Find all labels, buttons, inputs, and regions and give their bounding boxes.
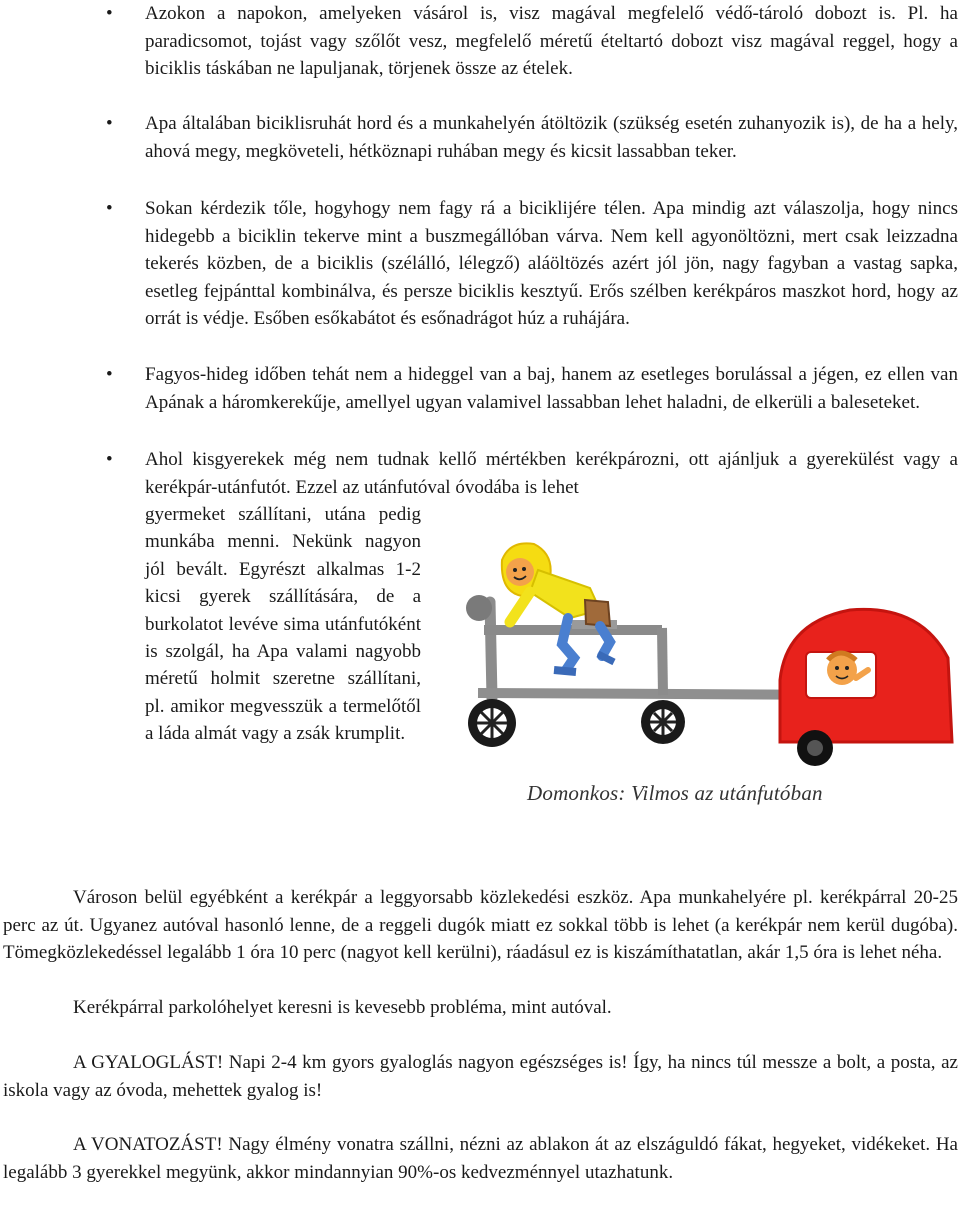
bullet-marker: •	[106, 449, 113, 470]
trailer-wheel	[797, 730, 833, 766]
bullet-marker: •	[106, 198, 113, 219]
bullet-item-lunchbox: Azokon a napokon, amelyeken vásárol is, visz magával megfelelő védő-tároló dobozt is. Pl. ha paradicsomot, tojást vagy szőlőt vesz, megfelelő méretű ételtartó dobozt visz magával reggel, hogy a biciklis táskában ne lapuljanak, törjenek össze az ételek.	[145, 3, 958, 79]
paragraph-city-commute: Városon belül egyébként a kerékpár a leggyorsabb közlekedési eszköz. Apa munkahelyére pl. kerékpárral 20-25 perc az út. Ugyanez autóval hasonló lenne, de a reggeli dugók miatt ez sokkal több is lehet (a kerékpár nem kerül dugóba). Tömegközlekedéssel legalább 1 óra 10 perc (nagyot kell kerülni), ráadásul ez is kiszámíthatatlan, akár 1,5 óra is lehet néha.	[3, 887, 958, 963]
bullet-marker: •	[106, 3, 113, 24]
child-drawing-bike-trailer	[450, 530, 955, 780]
paragraph-walking: A GYALOGLÁST! Napi 2-4 km gyors gyaloglás nagyon egészséges is! Így, ha nincs túl messze a bolt, a posta, az iskola vagy az óvoda, mehettek gyalog is!	[3, 1052, 958, 1101]
bullet-item-winter: Sokan kérdezik tőle, hogyhogy nem fagy rá a biciklijére télen. Apa mindig azt válaszolja, hogy nincs hidegebb a biciklin tekerve mint a buszmegállóban várva. Nem kell agyonöltözni, mert csak leizzadna tekerés közben, de a biciklis (szélálló, lélegző) aláöltözés azért jól jön, nagy fagyban a vastag sapka, esetleg fejpánttal kombinálva, és persze biciklis kesztyű. Erős szélben kerékpáros maszkot hord, hogy az orrát is védje. Esőben esőkabátot és esőnadrágot húz a ruhájára.	[145, 198, 958, 329]
bullet-marker: •	[106, 364, 113, 385]
paragraph-parking: Kerékpárral parkolóhelyet keresni is kevesebb probléma, mint autóval.	[73, 997, 612, 1018]
drawing-caption: Domonkos: Vilmos az utánfutóban	[527, 781, 823, 805]
bike-front-wheel	[468, 699, 516, 747]
trailer-description-text: gyermeket szállítani, utána pedig munkába menni. Nekünk nagyon jól bevált. Egyrészt alkalmas 1-2 kicsi gyerek szállítására, de a burkolatot levéve sima utánfutóként is szolgál, ha Apa valami nagyobb méretű holmit szeretne szállítani, pl. amikor megvesszük a termelőtől a láda almát vagy a zsák krumplit.	[145, 504, 421, 745]
trailer-body	[780, 609, 952, 742]
rider-figure	[502, 543, 614, 672]
bike-rear-post	[662, 628, 663, 695]
bullet-marker: •	[106, 113, 113, 134]
bullet-item-tricycle: Fagyos-hideg időben tehát nem a hideggel van a baj, hanem az esetleges borulással a jégen, ez ellen van Apának a háromkerekűje, amellyel ugyan valamivel lassabban lehet haladni, de elkerüli a baleseteket.	[145, 364, 958, 413]
bike-front-post	[490, 602, 492, 698]
bike-rear-wheel	[641, 700, 685, 744]
bullet-item-trailer: Ahol kisgyerekek még nem tudnak kellő mértékben kerékpározni, ott ajánljuk a gyerekülést vagy a kerékpár-utánfutót. Ezzel az utánfutóval óvodába is lehet	[145, 449, 958, 498]
bike-handlebar-knob	[466, 595, 492, 621]
paragraph-train: A VONATOZÁST! Nagy élmény vonatra szállni, nézni az ablakon át az elszáguldó fákat, hegyeket, vidékeket. Ha legalább 3 gyerekkel megyünk, akkor mindannyian 90%-os kedvezménnyel utazhatunk.	[3, 1134, 958, 1183]
bullet-item-clothing: Apa általában biciklisruhát hord és a munkahelyén átöltözik (szükség esetén zuhanyozik is), de ha a hely, ahová megy, megköveteli, hétköznapi ruhában megy és kicsit lassabban teker.	[145, 113, 958, 162]
